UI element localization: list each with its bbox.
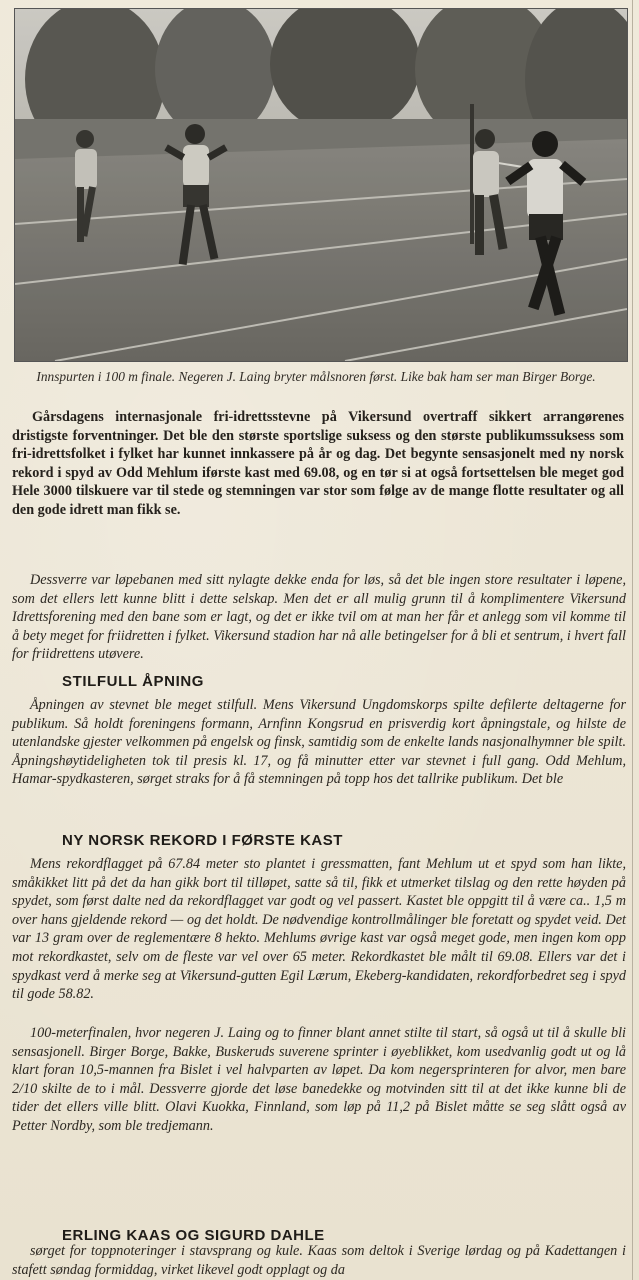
column-rule [632,0,633,1280]
article-paragraph: sørget for toppnoteringer i stavsprang og kule. Kaas som deltok i Sverige lørdag og på Kadettangen i stafett søndag formiddag, virket likevel godt opplagt og da [12,1243,626,1278]
photo-caption: Innspurten i 100 m finale. Negeren J. Laing bryter målsnoren først. Like bak ham ser man Birger Borge. [36,369,596,384]
sprinters-finish-line-photo [14,8,628,362]
section-heading: STILFULL ÅPNING [62,673,205,690]
section-heading: NY NORSK REKORD I FØRSTE KAST [62,832,343,849]
article-paragraph: Dessverre var løpebanen med sitt nylagte dekke enda for løs, så det ble ingen store resultater i løpene, som det ellers lett kunne blitt i dette selskap. Men det er all mulig grunn til å komplimentere Vikersund Idrettsforening med den bane som er lagt, og det er ikke tvil om at man her får et anlegg som vil komme til å bety meget for friidretten i fylket. Vikersund stadion har nå alle betingelser for å bli et sentrum, i hvert fall for friidrettens utøvere. [12,572,626,663]
lead-paragraph: Gårsdagens internasjonale fri-idrettsstevne på Vikersund overtraff sikkert arrangørenes dristigste forventninger. Det ble den største sportslige suksess og den største publikumssuksess som fri-idrettsfolket i fylket har kunnet innkassere på år og dag. Det begynte sensasjonelt med ny norsk rekord i spyd av Odd Mehlum iførste kast med 69.08, og en tør si at også fortsettelsen ble meget god Hele 3000 tilskuere var til stede og stemningen var stor som følge av de mange flotte resultater og all den gode idrett man fikk se. [12,409,624,518]
article-paragraph: 100-meterfinalen, hvor negeren J. Laing og to finner blant annet stilte til start, så også ut til å skulle bli sensasjonell. Birger Borge, Bakke, Buskeruds suverene sprinter i øyeblikket, kom usedvanlig godt ut og lå klart foran 10,5-mannen fra Bislet i vel halvparten av løpet. Da kom negersprinteren for alvor, men bare 2/10 skilte de to i mål. Dessverre gjorde det løse banedekke og motvinden sitt til at det ikke kunne bli de tider det ellers ville blitt. Olavi Kuokka, Finnland, som løp på 11,2 på Bislet måtte se seg slått også av Petter Nordby, som ble tredjemann. [12,1025,626,1134]
article-paragraph: Åpningen av stevnet ble meget stilfull. Mens Vikersund Ungdomskorps spilte defilerte deltagerne for publikum. Så holdt foreningens formann, Arnfinn Kongsrud en prisverdig kort åpningstale, og hilste de utenlandske gjester velkommen på engelsk og finsk, samtidig som de enkelte lands nasjonalhymner ble spilt. Åpningshøytideligheten tok til presis kl. 17, og få minutter etter var stevnet i full gang. Odd Mehlum, Hamar-spydkasteren, sørget straks for å få stemningen på topp hos det tallrike publikum. Det ble [12,697,626,788]
section-heading: ERLING KAAS OG SIGURD DAHLE [62,1227,325,1244]
article-paragraph: Mens rekordflagget på 67.84 meter sto plantet i gressmatten, fant Mehlum ut et spyd som han likte, småkikket litt på det da han gikk bort til tilløpet, satte så til, fikk et utmerket tilslag og den rette høyden på spydet, som først dalte ned da rekordflagget var godt og vel passert. Kastet ble oppgitt til å være ca.. 1,5 m over hans gjeldende rekord — og det holdt. De nødvendige kontrollmålinger ble foretatt og spydet veid. Det var 13 gram over de reglementære 8 hekto. Mehlums øvrige kast var også meget gode, men ingen kom opp mot rekordkastet, selv om de fleste var vel over 65 meter. Rekordkastet ble målt til 69.08. Ellers var det i spydkast verd å merke seg at Vikersund-gutten Egil Lærum, Ekeberg-kandidaten, rekordforbedret seg i spyd til gode 58.82. [12,856,626,1003]
